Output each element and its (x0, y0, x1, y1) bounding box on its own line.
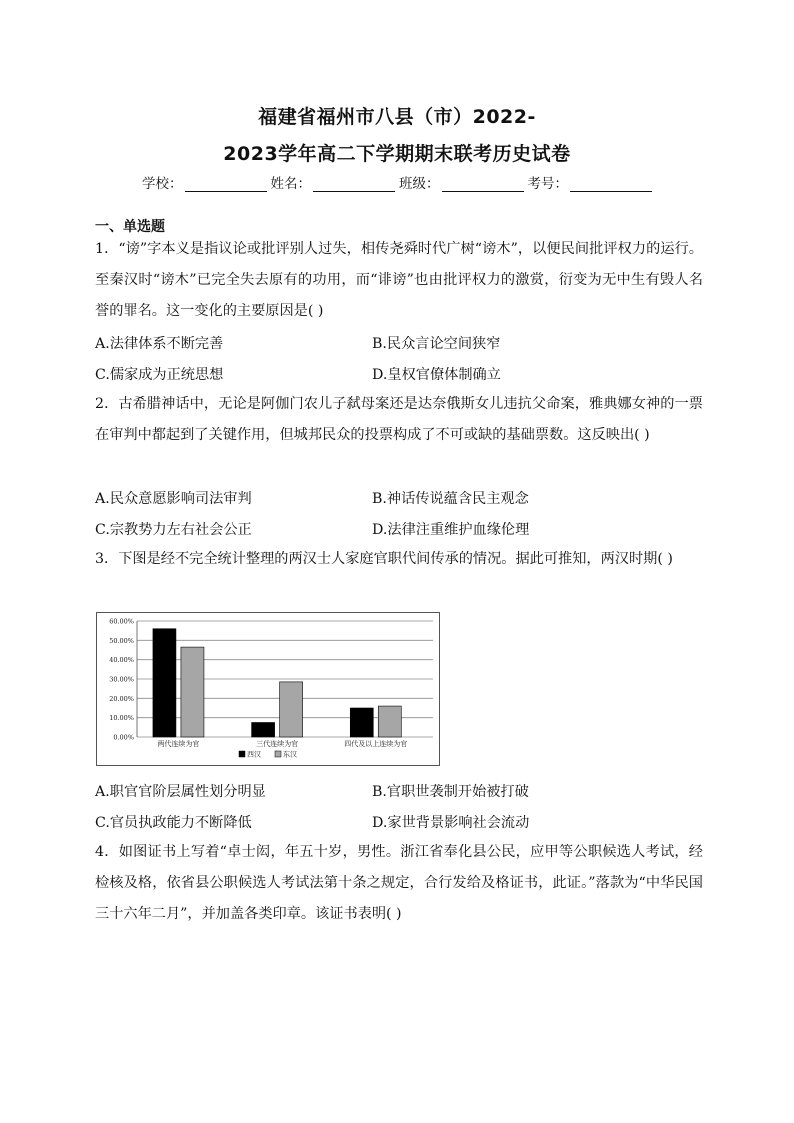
bar-chart-svg (97, 613, 439, 765)
x-tick-label: 四代及以上连续为官 (344, 740, 408, 748)
question-2-option-d: D.法律注重维护血缘伦理 (372, 522, 530, 538)
bar-eastern-han (280, 682, 303, 737)
exam-number-field (528, 172, 653, 192)
school-blank (185, 177, 267, 192)
question-1-option-b: B.民众言论空间狭窄 (372, 336, 501, 352)
y-tick-label: 0.00% (113, 733, 134, 742)
class-blank (442, 177, 524, 192)
question-2-stem: 2．古希腊神话中，无论是阿伽门农儿子弑母案还是达奈俄斯女儿违抗父命案，雅典娜女神的一票在审判中都起到了关键作用，但城邦民众的投票构成了不可或缺的基础票数。这反映出( ) (95, 396, 703, 443)
question-2-option-b: B.神话传说蕴含民主观念 (372, 491, 529, 507)
bar-eastern-han (378, 706, 401, 737)
class-field (399, 172, 524, 192)
legend-swatch (275, 751, 281, 757)
question-3-option-b: B.官职世袭制开始被打破 (372, 784, 529, 800)
bar-western-han (252, 723, 275, 738)
y-tick-label: 40.00% (109, 656, 134, 665)
exam-number-label: 考号： (527, 176, 568, 192)
question-1-option-a: A.法律体系不断完善 (95, 336, 224, 352)
exam-title-line2: 2023学年高二下学期期末联考历史试卷 (223, 143, 571, 165)
y-tick-label: 50.00% (109, 636, 134, 645)
y-tick-label: 20.00% (109, 694, 134, 703)
class-label: 班级： (399, 176, 440, 192)
school-label: 学校： (142, 176, 183, 192)
section-title: 一、单选题 (95, 219, 165, 235)
legend-swatch (239, 751, 245, 757)
legend-label: 西汉 (247, 750, 261, 759)
x-tick-label: 两代连续为官 (157, 740, 200, 748)
question-1-stem: 1．“谤”字本义是指议论或批评别人过失，相传尧舜时代广树“谤木”，以便民间批评权力的运行。至秦汉时“谤木”已完全失去原有的功用，而“诽谤”也由批评权力的激赏，衍变为无中生有毁人名誉的罪名。这一变化的主要原因是( ) (95, 241, 703, 319)
legend-label: 东汉 (283, 750, 297, 759)
student-info-row (0, 172, 794, 192)
question-1-option-d: D.皇权官僚体制确立 (372, 367, 501, 383)
official-succession-chart (96, 612, 440, 766)
exam-title-line1: 福建省福州市八县（市）2022- (258, 106, 536, 128)
question-3-option-c: C.官员执政能力不断降低 (95, 815, 252, 831)
question-1-option-c: C.儒家成为正统思想 (95, 367, 224, 383)
question-3-stem: 3．下图是经不完全统计整理的两汉士人家庭官职代间传承的情况。据此可推知，两汉时期( ) (95, 551, 673, 567)
y-tick-label: 30.00% (109, 675, 134, 684)
name-label: 姓名： (270, 176, 311, 192)
y-tick-label: 10.00% (109, 714, 134, 723)
exam-number-blank (570, 177, 652, 192)
question-2-option-a: A.民众意愿影响司法审判 (95, 491, 252, 507)
y-tick-label: 60.00% (109, 617, 134, 626)
name-blank (313, 177, 395, 192)
name-field (271, 172, 396, 192)
x-tick-label: 三代连续为官 (256, 740, 299, 748)
question-2-option-c: C.宗教势力左右社会公正 (95, 522, 252, 538)
bar-western-han (350, 708, 373, 737)
question-3-option-d: D.家世背景影响社会流动 (372, 815, 530, 831)
bar-eastern-han (181, 647, 204, 737)
question-4-stem: 4．如图证书上写着“卓士闳，年五十岁，男性。浙江省奉化县公民，应甲等公职候选人考试，经检核及格，依省县公职候选人考试法第十条之规定，合行发给及格证书，此证。”落款为“中华民国三十六年二月”，并加盖各类印章。该证书表明( ) (95, 844, 703, 922)
bar-western-han (153, 629, 176, 737)
school-field (142, 172, 267, 192)
question-3-option-a: A.职官官阶层属性划分明显 (95, 784, 266, 800)
